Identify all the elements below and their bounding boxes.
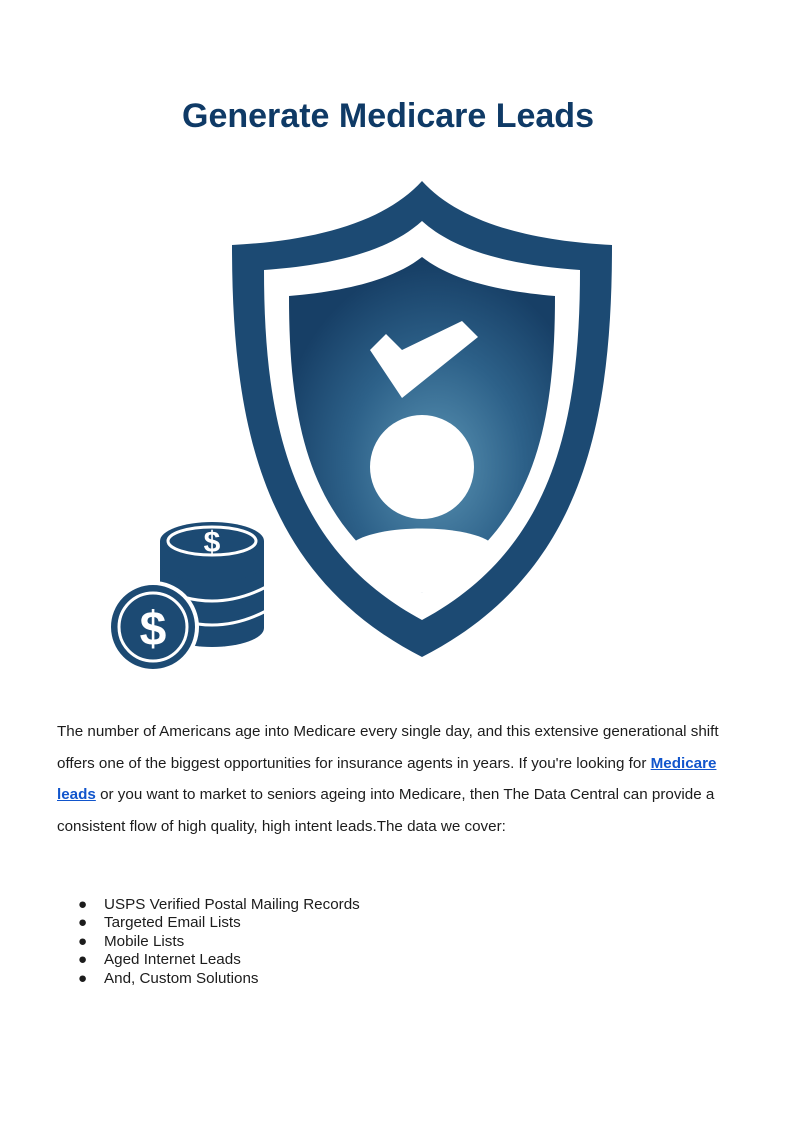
page-title: Generate Medicare Leads: [182, 97, 594, 135]
coin-dollar-symbol: $: [203, 526, 221, 559]
hero-illustration: [100, 175, 630, 675]
intro-text-start: The number of Americans age into Medicare every single day, and this extensive generational shift offers one of the biggest opportunities for insurance agents in years. If you're looking for: [57, 723, 719, 772]
list-item: [57, 970, 360, 988]
list-item: [57, 933, 360, 951]
intro-text-end: or you want to market to seniors ageing into Medicare, then The Data Central can provide a consistent flow of high quality, high intent leads.The data we cover:: [57, 786, 715, 835]
intro-paragraph: [57, 716, 737, 842]
list-item-text: USPS Verified Postal Mailing Records: [104, 896, 360, 913]
dollar-coin-stack-icon: [109, 522, 266, 671]
list-item: [57, 896, 360, 914]
list-item-text: Aged Internet Leads: [104, 951, 241, 969]
list-item-text: Mobile Lists: [104, 932, 185, 950]
coin-dollar-symbol: $: [139, 603, 167, 656]
medicare-leads-link[interactable]: Medicare leads: [57, 754, 717, 804]
bullet-icon: ●: [78, 932, 88, 950]
list-item-text: Targeted Email Lists: [104, 914, 241, 932]
bullet-icon: ●: [78, 951, 88, 969]
bullet-icon: ●: [78, 896, 88, 913]
bullet-icon: ●: [78, 914, 88, 932]
list-item-text: And, Custom Solutions: [104, 969, 259, 987]
list-item: [57, 914, 360, 932]
bullet-icon: ●: [78, 969, 88, 987]
data-coverage-list: [57, 896, 360, 988]
list-item: [57, 951, 360, 969]
